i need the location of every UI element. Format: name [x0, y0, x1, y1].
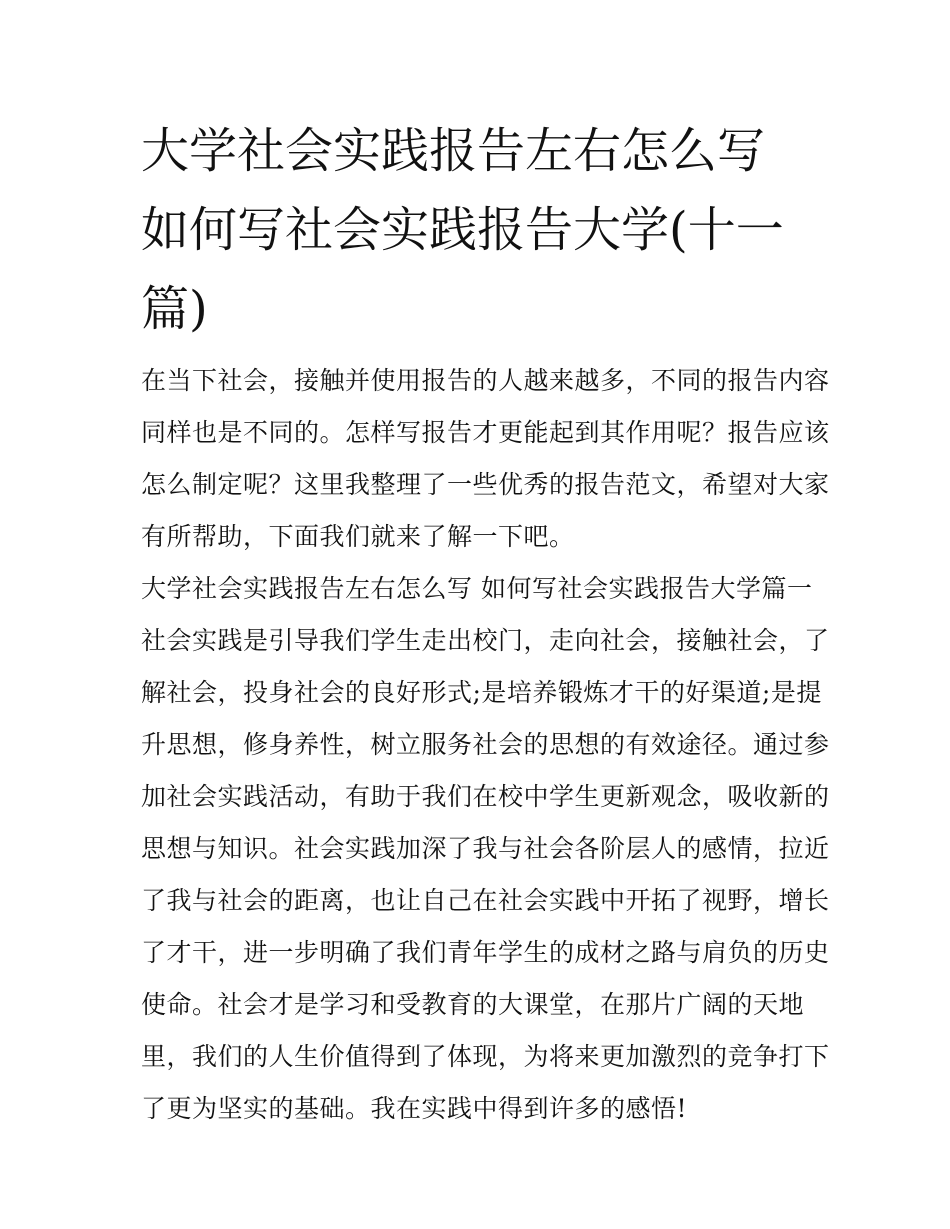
document-title: [141, 112, 813, 349]
title-line: 篇): [141, 281, 208, 337]
body-line: 在当下社会，接触并使用报告的人越来越多，不同的报告内容: [141, 366, 830, 395]
body-line: 了更为坚实的基础。我在实践中得到许多的感悟!: [141, 1094, 688, 1123]
body-line: 思想与知识。社会实践加深了我与社会各阶层人的感情，拉近: [141, 834, 830, 863]
title-line: 如何写社会实践报告大学(十一: [141, 202, 784, 258]
body-line: 加社会实践活动，有助于我们在校中学生更新观念，吸收新的: [141, 782, 830, 811]
document-content: [141, 112, 830, 1135]
section-heading-line: 大学社会实践报告左右怎么写 如何写社会实践报告大学篇一: [141, 574, 813, 603]
body-line: 了才干，进一步明确了我们青年学生的成材之路与肩负的历史: [141, 938, 830, 967]
body-line: 里，我们的人生价值得到了体现，为将来更加激烈的竞争打下: [141, 1042, 830, 1071]
title-line: 大学社会实践报告左右怎么写: [141, 123, 766, 179]
document-body: [141, 355, 830, 1135]
body-line: 社会实践是引导我们学生走出校门，走向社会，接触社会，了: [141, 626, 830, 655]
body-line: 同样也是不同的。怎样写报告才更能起到其作用呢？报告应该: [141, 418, 830, 447]
body-line: 解社会，投身社会的良好形式;是培养锻炼才干的好渠道;是提: [141, 678, 822, 707]
body-line: 了我与社会的距离，也让自己在社会实践中开拓了视野，增长: [141, 886, 830, 915]
body-line: 升思想，修身养性，树立服务社会的思想的有效途径。通过参: [141, 730, 830, 759]
body-line: 怎么制定呢？这里我整理了一些优秀的报告范文，希望对大家: [141, 470, 830, 499]
body-line: 使命。社会才是学习和受教育的大课堂，在那片广阔的天地: [141, 990, 805, 1019]
body-line: 有所帮助，下面我们就来了解一下吧。: [141, 522, 575, 551]
